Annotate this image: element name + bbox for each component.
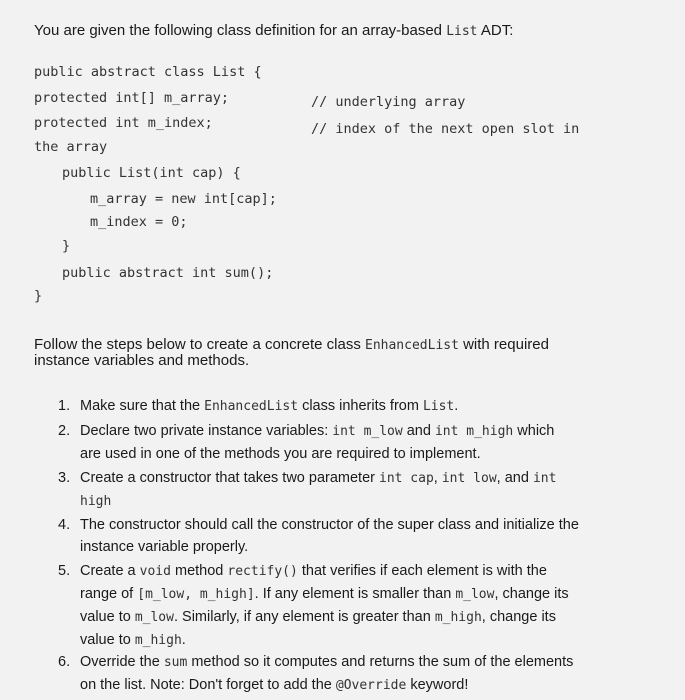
follow-text-part: Follow the steps below to create a concrete class — [34, 336, 365, 353]
follow-code-enhancedlist: EnhancedList — [365, 338, 459, 353]
code-comment: // index of the next open slot in — [311, 121, 580, 137]
code-line: } — [34, 288, 43, 304]
intro-text-part: You are given the following class definition for an array-based — [34, 22, 447, 39]
intro-text-part: ADT: — [477, 22, 514, 39]
step-text: The constructor should call the constructor of the super class and initialize the instance variable properly. — [80, 517, 579, 555]
step-number: 4. — [58, 517, 71, 533]
code-line: public abstract class List { — [34, 64, 262, 80]
intro-code-list: List — [446, 24, 478, 39]
intro-text — [34, 22, 513, 39]
code-line: m_array = new int[cap]; — [90, 191, 277, 207]
code-line: public abstract int sum(); — [62, 265, 274, 281]
step-number: 2. — [58, 423, 71, 439]
step-number: 5. — [58, 563, 71, 579]
code-line: protected int[] m_array; — [34, 90, 230, 106]
code-line: the array — [34, 139, 108, 155]
step-number: 3. — [58, 470, 71, 486]
step-text: Create a void method rectify() that verifies if each element is with the range of [m_low, m_high]. If any element is smaller than m_low, change its value to m_low. Similarly, if any element is greater than m_high, change its value to m_high. — [80, 563, 569, 648]
step-text: Override the sum method so it computes and returns the sum of the elements on the list. Note: Don't forget to add the @Override keyword! — [80, 654, 574, 693]
follow-text-part: with required — [458, 336, 549, 353]
follow-text-line2: instance variables and methods. — [34, 352, 250, 369]
code-line: } — [62, 238, 71, 254]
code-line: public List(int cap) { — [62, 165, 241, 181]
code-line: m_index = 0; — [90, 214, 188, 230]
code-line: protected int m_index; — [34, 115, 213, 131]
step-number: 1. — [58, 398, 71, 414]
code-comment: // underlying array — [311, 94, 466, 110]
step-number: 6. — [58, 654, 71, 670]
step-text: Create a constructor that takes two parameter int cap, int low, and int high — [80, 470, 557, 509]
step-text: Declare two private instance variables: int m_low and int m_high which are used in one of the methods you are required to implement. — [80, 423, 555, 462]
step-text: Make sure that the EnhancedList class inherits from List. — [80, 398, 459, 414]
follow-text — [34, 336, 549, 353]
